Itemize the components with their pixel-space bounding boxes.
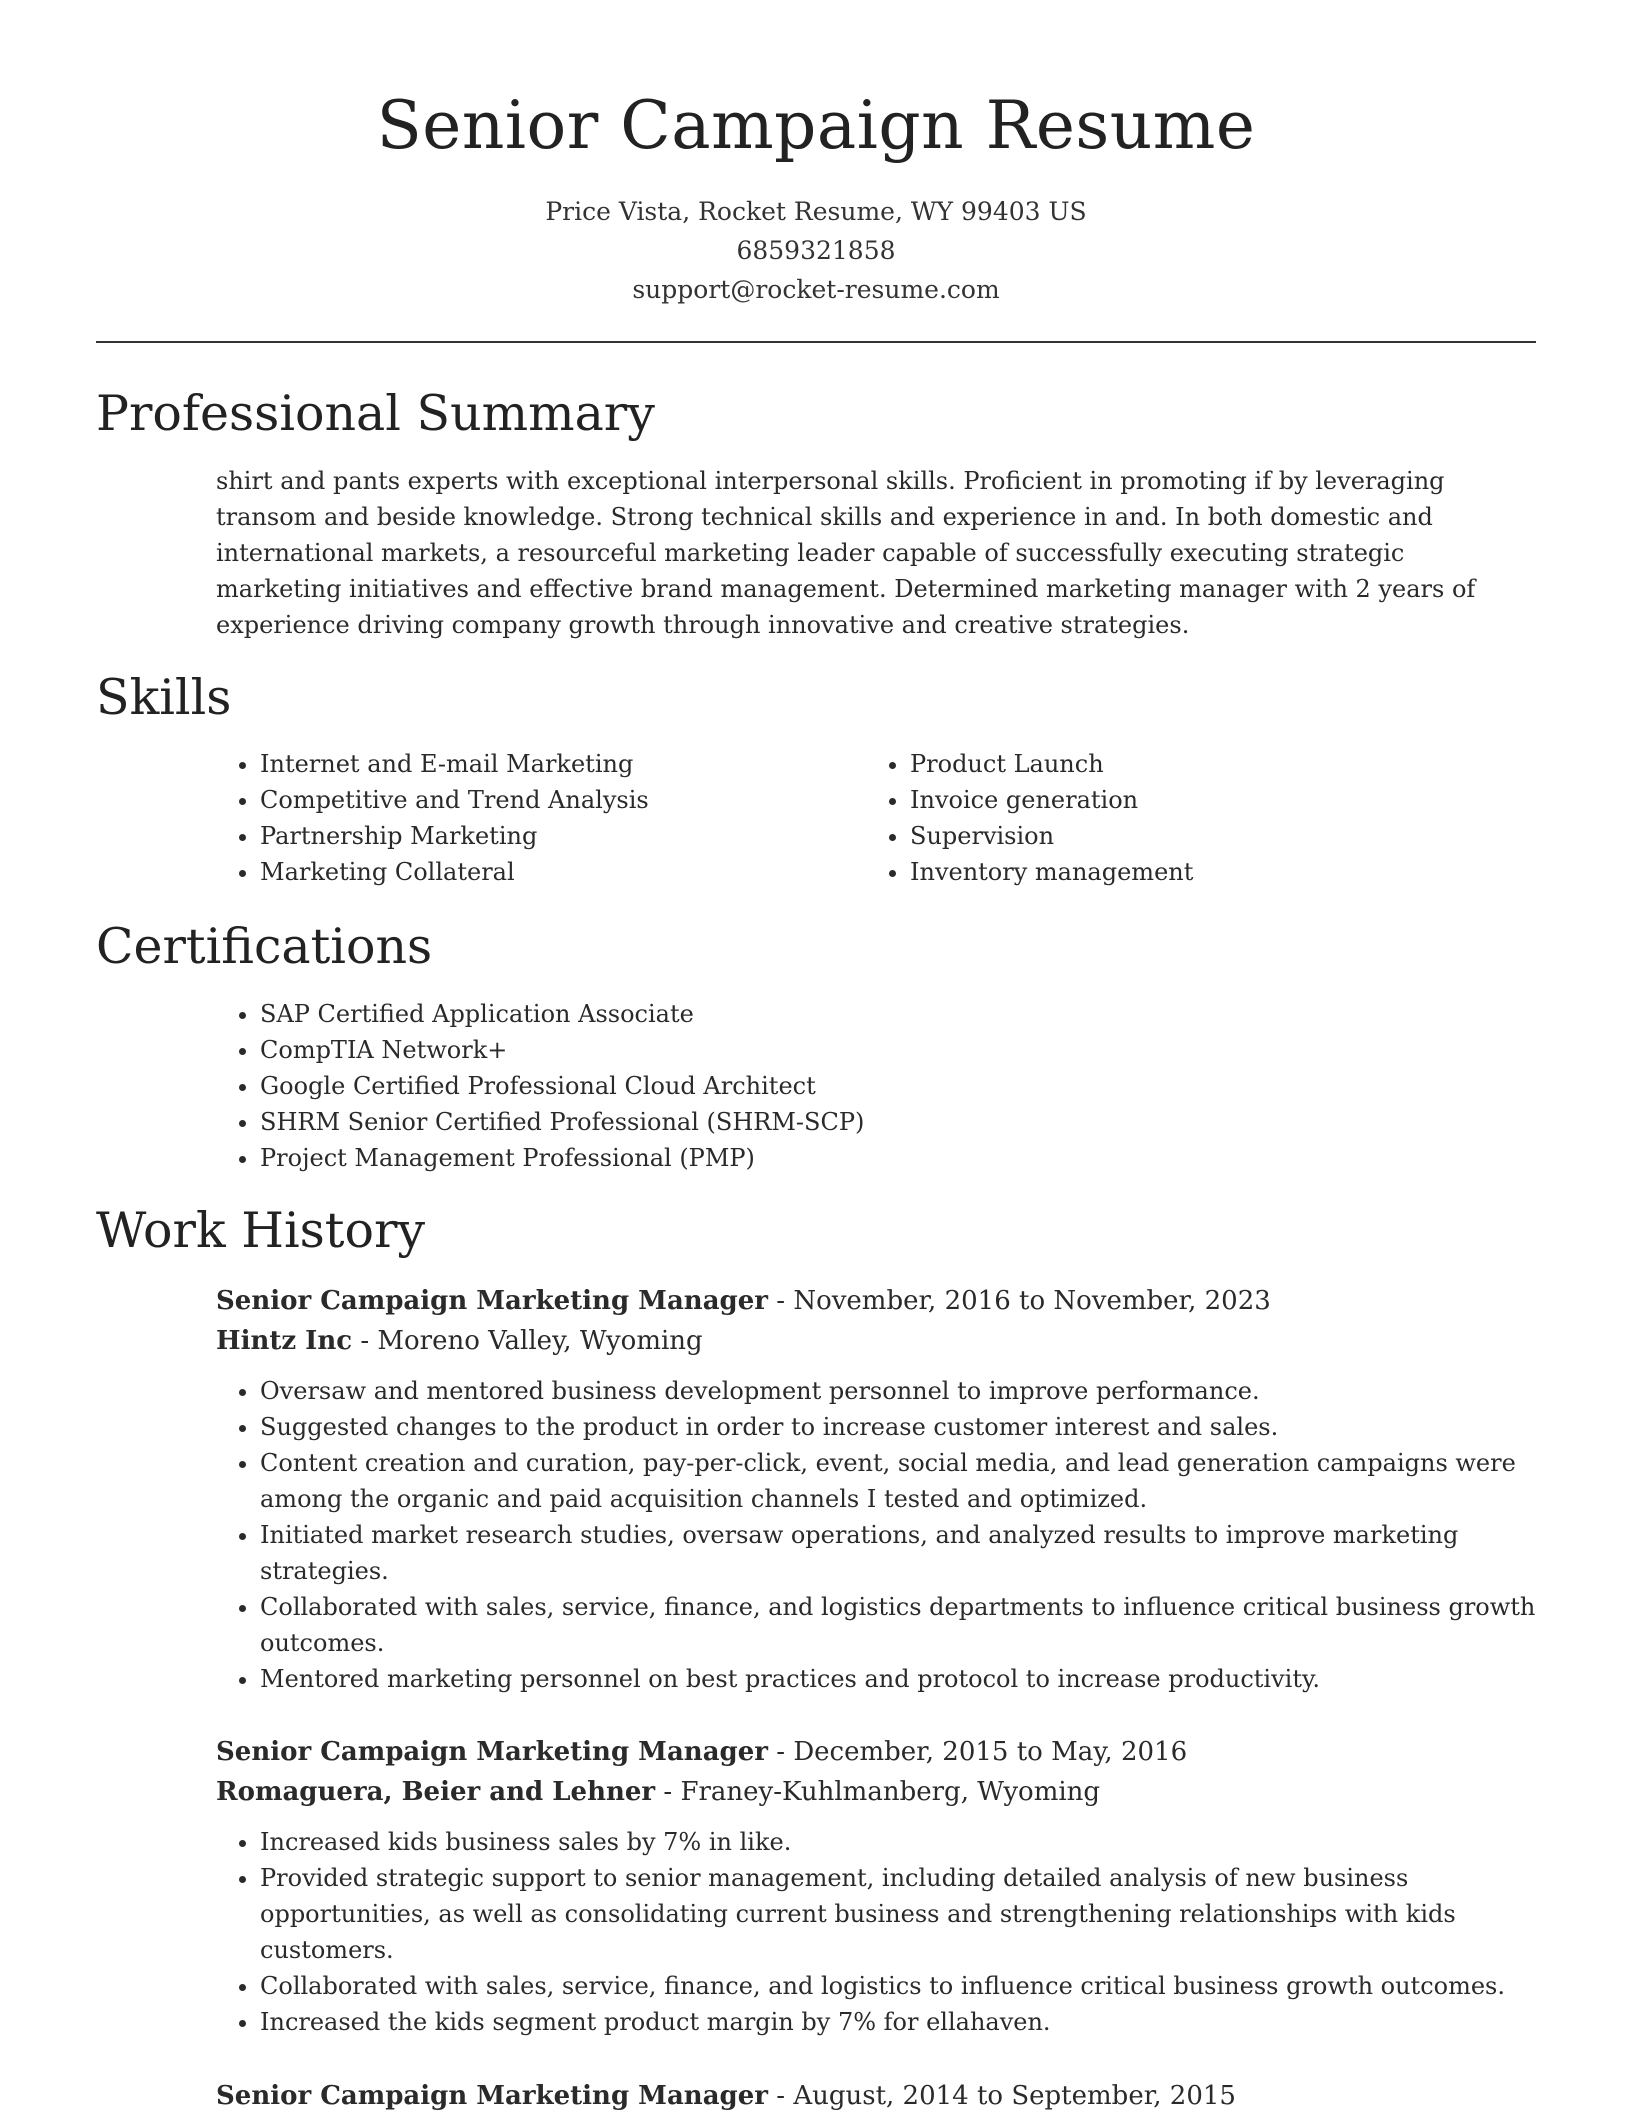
job-title: Senior Campaign Marketing Manager xyxy=(216,1737,768,1767)
header-divider xyxy=(96,341,1536,343)
skill-item: • Product Launch xyxy=(910,746,1550,782)
skill-item: • Inventory management xyxy=(910,854,1550,890)
summary-text: shirt and pants experts with exceptional interpersonal skills. Proficient in promoting if by leveraging transom and beside knowledge. Strong technical skills and experience in and. In both domestic and international markets, a resourceful marketing leader capable of successfully executing strategic marketing initiatives and effective brand management. Determined marketing manager with 2 years of experience driving company growth through innovative and creative strategies. xyxy=(216,467,1476,639)
certification-item: • Project Management Professional (PMP) xyxy=(260,1140,1580,1176)
phone: 6859321858 xyxy=(736,236,896,265)
skills-heading: Skills xyxy=(96,669,232,726)
skill-item: • Supervision xyxy=(910,818,1550,854)
job-bullets xyxy=(216,1824,1536,2040)
job-bullet: • Collaborated with sales, service, finance, and logistics departments to influence critical business growth outcomes. xyxy=(260,1589,1536,1661)
skill-item: • Internet and E-mail Marketing xyxy=(260,746,900,782)
summary-heading: Professional Summary xyxy=(96,385,655,442)
job-bullet: • Provided strategic support to senior management, including detailed analysis of new business opportunities, as well as consolidating current business and strengthening relationships with kids customers. xyxy=(260,1860,1536,1968)
job-dates: August, 2014 to September, 2015 xyxy=(793,2081,1236,2111)
job-dates: December, 2015 to May, 2016 xyxy=(793,1737,1188,1767)
job-company: Romaguera, Beier and Lehner xyxy=(216,1777,656,1807)
certification-item: • CompTIA Network+ xyxy=(260,1032,1580,1068)
skill-item: • Partnership Marketing xyxy=(260,818,900,854)
job-entry xyxy=(216,1281,1536,1697)
job-location: Franey-Kuhlmanberg, Wyoming xyxy=(680,1777,1101,1807)
separator: - xyxy=(767,1737,794,1767)
job-dates: November, 2016 to November, 2023 xyxy=(793,1286,1271,1316)
resume-title: Senior Campaign Resume xyxy=(376,87,1256,164)
job-bullet: • Initiated market research studies, oversaw operations, and analyzed results to improve marketing strategies. xyxy=(260,1517,1536,1589)
separator: - xyxy=(767,2081,794,2111)
certification-item: • SAP Certified Application Associate xyxy=(260,996,1580,1032)
email: support@rocket-resume.com xyxy=(632,275,1000,304)
job-bullet: • Increased the kids segment product margin by 7% for ellahaven. xyxy=(260,2004,1536,2040)
job-title: Senior Campaign Marketing Manager xyxy=(216,2081,768,2111)
skill-item: • Invoice generation xyxy=(910,782,1550,818)
skills-column-right xyxy=(866,746,1550,890)
separator: - xyxy=(352,1326,378,1356)
job-company-line xyxy=(216,1321,1536,1361)
address: Price Vista, Rocket Resume, WY 99403 US xyxy=(545,197,1087,226)
separator: - xyxy=(655,1777,681,1807)
job-bullet: • Content creation and curation, pay-per-click, event, social media, and lead generation campaigns were among the organic and paid acquisition channels I tested and optimized. xyxy=(260,1445,1536,1517)
certification-item: • Google Certified Professional Cloud Architect xyxy=(260,1068,1580,1104)
job-title-line xyxy=(216,2076,1536,2116)
separator: - xyxy=(767,1286,794,1316)
certifications-list xyxy=(216,996,1580,1176)
job-entry xyxy=(216,2076,1536,2116)
job-company-line xyxy=(216,1772,1536,1812)
job-title: Senior Campaign Marketing Manager xyxy=(216,1286,768,1316)
certifications-heading: Certifications xyxy=(96,918,433,975)
job-bullet: • Oversaw and mentored business development personnel to improve performance. xyxy=(260,1373,1536,1409)
job-entry xyxy=(216,1732,1536,2040)
skill-item: • Marketing Collateral xyxy=(260,854,900,890)
job-bullet: • Collaborated with sales, service, finance, and logistics to influence critical business growth outcomes. xyxy=(260,1968,1536,2004)
certification-item: • SHRM Senior Certified Professional (SHRM-SCP) xyxy=(260,1104,1580,1140)
job-bullet: • Mentored marketing personnel on best practices and protocol to increase productivity. xyxy=(260,1661,1536,1697)
skills-list xyxy=(216,746,1536,896)
job-title-line xyxy=(216,1732,1536,1772)
job-location: Moreno Valley, Wyoming xyxy=(377,1326,703,1356)
job-company: Hintz Inc xyxy=(216,1326,353,1356)
job-bullet: • Suggested changes to the product in order to increase customer interest and sales. xyxy=(260,1409,1536,1445)
resume-header xyxy=(0,0,1632,309)
job-title-line xyxy=(216,1281,1536,1321)
skill-item: • Competitive and Trend Analysis xyxy=(260,782,900,818)
skills-column-left xyxy=(216,746,900,890)
job-bullets xyxy=(216,1373,1536,1697)
work-history-heading: Work History xyxy=(96,1202,426,1259)
contact-info xyxy=(0,192,1632,309)
job-bullet: • Increased kids business sales by 7% in like. xyxy=(260,1824,1536,1860)
